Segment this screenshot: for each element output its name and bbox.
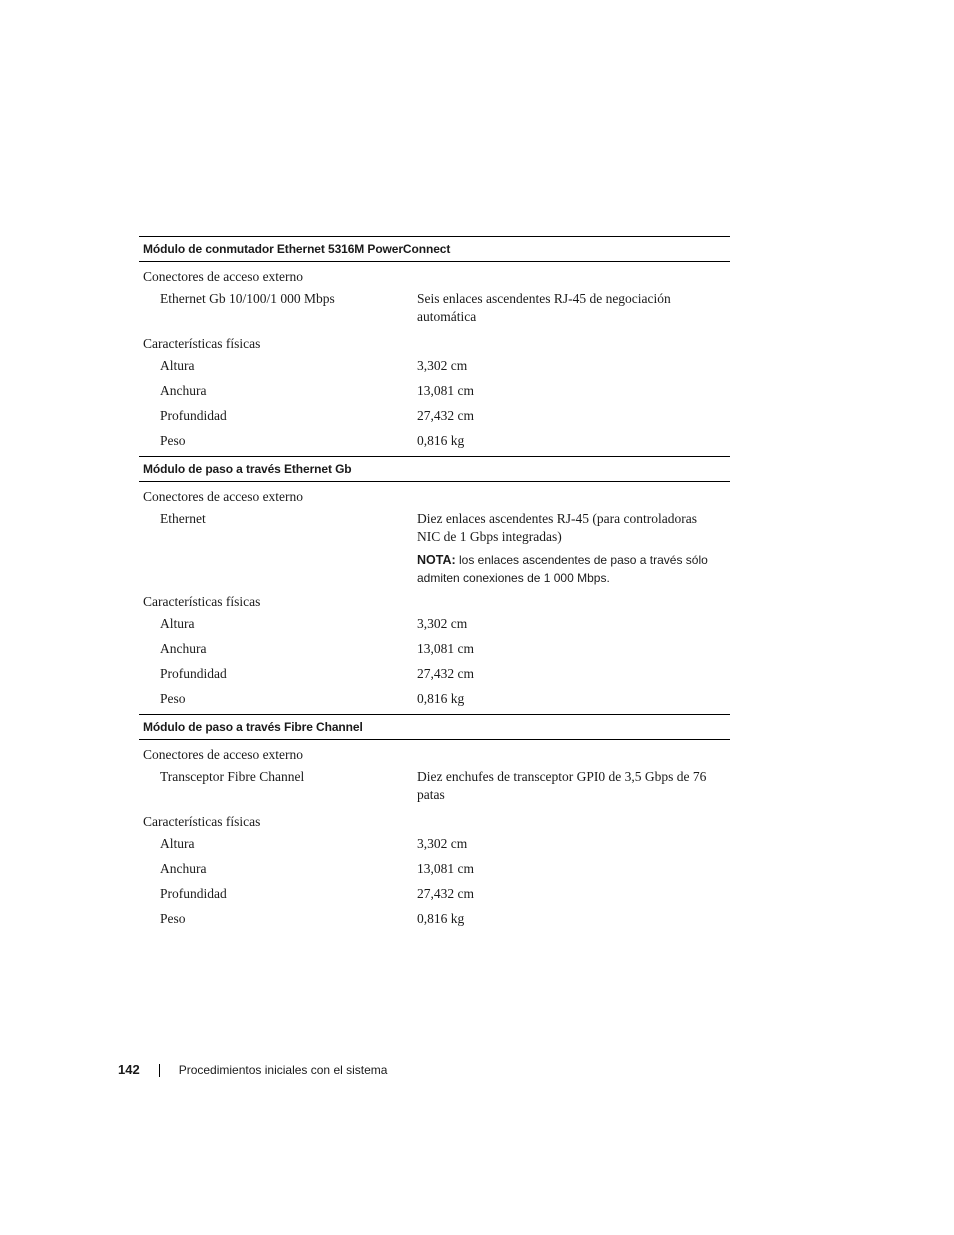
spec-key: Transceptor Fibre Channel bbox=[160, 769, 305, 784]
section-ethernet-passthrough bbox=[139, 456, 730, 712]
spec-key: Profundidad bbox=[160, 886, 227, 901]
note-label: NOTA: bbox=[417, 553, 456, 567]
spec-key: Profundidad bbox=[160, 408, 227, 423]
spec-value: 3,302 cm bbox=[417, 358, 468, 373]
spec-row bbox=[139, 907, 730, 932]
spec-value: 27,432 cm bbox=[417, 886, 474, 901]
spec-row bbox=[139, 882, 730, 907]
spec-row bbox=[139, 354, 730, 379]
note-text: los enlaces ascendentes de paso a través sólo admiten conexiones de 1 000 Mbps. bbox=[417, 553, 708, 585]
physical-label: Características físicas bbox=[143, 336, 261, 351]
footer-divider bbox=[159, 1064, 160, 1077]
section-title: Módulo de paso a través Ethernet Gb bbox=[139, 456, 730, 482]
spec-value: 27,432 cm bbox=[417, 408, 474, 423]
footer-title: Procedimientos iniciales con el sistema bbox=[178, 1062, 388, 1077]
connectors-label: Conectores de acceso externo bbox=[143, 747, 304, 762]
spec-value: 0,816 kg bbox=[417, 433, 465, 448]
spec-key: Profundidad bbox=[160, 666, 227, 681]
spec-key: Peso bbox=[160, 691, 186, 706]
section-title: Módulo de paso a través Fibre Channel bbox=[139, 714, 730, 740]
section-title: Módulo de conmutador Ethernet 5316M PowerConnect bbox=[139, 236, 730, 262]
connectors-label: Conectores de acceso externo bbox=[143, 269, 304, 284]
spec-row bbox=[139, 765, 730, 807]
spec-row bbox=[139, 507, 730, 549]
spec-value: 13,081 cm bbox=[417, 383, 474, 398]
spec-row bbox=[139, 287, 730, 329]
spec-row bbox=[139, 612, 730, 637]
spec-value: Diez enlaces ascendentes RJ-45 (para controladoras NIC de 1 Gbps integradas) bbox=[417, 511, 697, 544]
spec-key: Altura bbox=[160, 836, 195, 851]
spec-row bbox=[139, 637, 730, 662]
spec-row bbox=[139, 404, 730, 429]
section-ethernet-switch bbox=[139, 236, 730, 454]
spec-key: Altura bbox=[160, 616, 195, 631]
page-number: 142 bbox=[118, 1062, 140, 1077]
spec-key: Altura bbox=[160, 358, 195, 373]
spec-row bbox=[139, 687, 730, 712]
spec-value: 3,302 cm bbox=[417, 616, 468, 631]
spec-value: Diez enchufes de transceptor GPI0 de 3,5 Gbps de 76 patas bbox=[417, 769, 707, 802]
spec-row bbox=[139, 379, 730, 404]
spec-key: Ethernet bbox=[160, 511, 206, 526]
spec-value: 27,432 cm bbox=[417, 666, 474, 681]
spec-key: Anchura bbox=[160, 383, 207, 398]
physical-label: Características físicas bbox=[143, 594, 261, 609]
physical-label: Características físicas bbox=[143, 814, 261, 829]
spec-value: 0,816 kg bbox=[417, 911, 465, 926]
spec-row bbox=[139, 832, 730, 857]
section-fibre-channel-passthrough bbox=[139, 714, 730, 932]
spec-document bbox=[139, 236, 730, 932]
spec-value: 0,816 kg bbox=[417, 691, 465, 706]
spec-row bbox=[139, 662, 730, 687]
connectors-label: Conectores de acceso externo bbox=[143, 489, 304, 504]
spec-value: Seis enlaces ascendentes RJ-45 de negociación automática bbox=[417, 291, 671, 324]
spec-key: Anchura bbox=[160, 641, 207, 656]
note bbox=[139, 549, 730, 587]
page-footer bbox=[118, 1062, 387, 1077]
spec-row bbox=[139, 857, 730, 882]
spec-key: Anchura bbox=[160, 861, 207, 876]
spec-key: Peso bbox=[160, 433, 186, 448]
spec-key: Peso bbox=[160, 911, 186, 926]
spec-row bbox=[139, 429, 730, 454]
spec-key: Ethernet Gb 10/100/1 000 Mbps bbox=[160, 291, 335, 306]
spec-value: 13,081 cm bbox=[417, 861, 474, 876]
spec-value: 13,081 cm bbox=[417, 641, 474, 656]
spec-value: 3,302 cm bbox=[417, 836, 468, 851]
